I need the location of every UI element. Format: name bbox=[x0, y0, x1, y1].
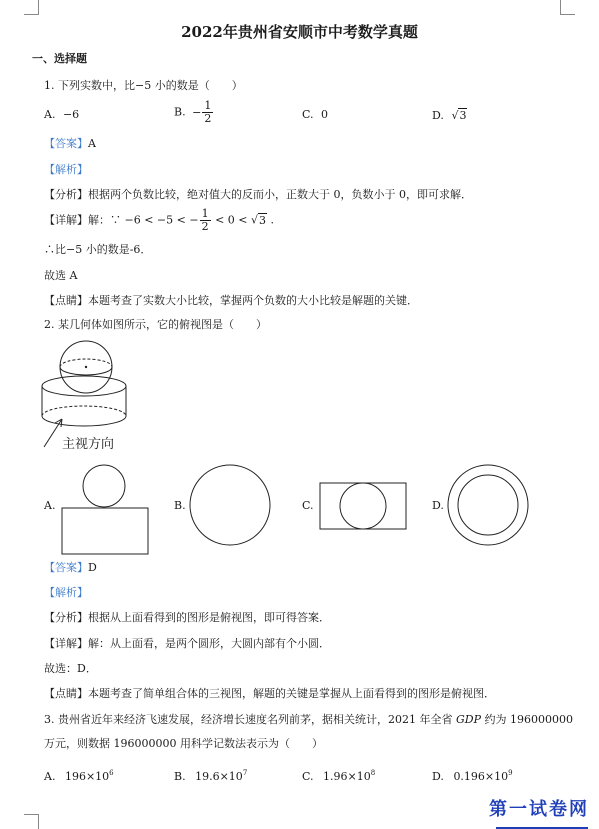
option-label: D. bbox=[432, 109, 444, 122]
sqrt-radicand: 3 bbox=[459, 109, 467, 122]
answer-tag: 【答案】 bbox=[44, 561, 88, 574]
option-d-outer-circle bbox=[448, 465, 528, 545]
option-c-rect bbox=[320, 483, 406, 529]
dianjing-text: 本题考查了简单组合体的三视图，解题的关键是掌握从上面看得到的图形是俯视图． bbox=[88, 687, 495, 700]
option-label: C. bbox=[302, 770, 314, 783]
q2-option-d[interactable]: D. bbox=[432, 499, 444, 512]
q3-stem-line2: 万元，则数据 196000000 用科学记数法表示为（ ） bbox=[44, 737, 323, 750]
q2-option-b[interactable]: B. bbox=[174, 499, 186, 512]
watermark-logo: 第一试卷网 bbox=[489, 799, 589, 820]
q2-fenxi bbox=[44, 611, 330, 625]
q2-analysis-tag: 【解析】 bbox=[44, 586, 88, 599]
sqrt-radicand: 3 bbox=[259, 213, 267, 227]
answer-value: D bbox=[88, 561, 97, 574]
section-heading: 一、选择题 bbox=[32, 52, 87, 65]
q2-choose: 故选：D． bbox=[44, 662, 97, 675]
cylinder-bottom-back bbox=[42, 406, 126, 416]
dianjing-tag: 【点睛】 bbox=[44, 687, 88, 700]
cylinder-bottom-front bbox=[42, 416, 126, 426]
gdp-term: GDP bbox=[455, 713, 481, 726]
option-exponent: 7 bbox=[242, 769, 248, 777]
xiangjie-text: 解：从上面看，是两个圆形，大圆内部有个小圆． bbox=[88, 637, 330, 650]
q1-analysis-tag: 【解析】 bbox=[44, 163, 88, 176]
answer-value: A bbox=[88, 137, 96, 150]
sphere-equator-back bbox=[60, 359, 112, 367]
view-direction-label: 主视方向 bbox=[62, 437, 115, 452]
xiangjie-text: 解：∵ −6 < −5 < − bbox=[88, 213, 199, 227]
option-d-inner-circle bbox=[458, 475, 518, 535]
dianjing-tag: 【点睛】 bbox=[44, 294, 88, 307]
q2-xiangjie bbox=[44, 637, 330, 651]
option-label: A. bbox=[44, 108, 56, 121]
q1-stem: 1. 下列实数中，比−5 小的数是（ ） bbox=[44, 79, 243, 92]
option-minus: − bbox=[192, 105, 202, 119]
xiangjie-tag: 【详解】 bbox=[44, 637, 88, 650]
option-base: 196×10 bbox=[64, 770, 110, 783]
option-label: B. bbox=[174, 770, 186, 783]
q2-stem: 2. 某几何体如图所示，它的俯视图是（ ） bbox=[44, 318, 267, 331]
option-a-circle bbox=[83, 465, 125, 507]
option-exponent: 8 bbox=[370, 769, 376, 777]
sqrt-sign: √ bbox=[451, 109, 459, 122]
q3-option-b[interactable] bbox=[174, 766, 247, 784]
option-a-rect bbox=[62, 508, 148, 554]
sphere-center-dot bbox=[85, 366, 87, 368]
numerator: 1 bbox=[204, 99, 212, 112]
fenxi-tag: 【分析】 bbox=[44, 188, 88, 201]
q1-therefore: ∴比−5 小的数是-6． bbox=[44, 243, 152, 256]
q2-option-c[interactable]: C. bbox=[302, 499, 314, 512]
option-exponent: 6 bbox=[109, 769, 114, 777]
numerator: 1 bbox=[201, 207, 209, 220]
option-label: B. bbox=[174, 105, 186, 119]
option-label: A. bbox=[44, 770, 56, 783]
xiangjie-end: . bbox=[267, 213, 275, 227]
q2-answer bbox=[44, 561, 97, 575]
q1-choose: 故选 A bbox=[44, 269, 78, 282]
option-label: D. bbox=[432, 770, 444, 783]
fenxi-text: 根据从上面看得到的图形是俯视图，即可得答案． bbox=[88, 611, 330, 624]
option-b-circle bbox=[190, 465, 270, 545]
xiangjie-mid: < 0 < bbox=[211, 213, 251, 227]
q2-dianjing bbox=[44, 687, 495, 701]
option-exponent: 9 bbox=[508, 769, 513, 777]
dianjing-text: 本题考查了实数大小比较，掌握两个负数的大小比较是解题的关键． bbox=[88, 294, 418, 307]
q3-option-a[interactable] bbox=[44, 766, 114, 784]
page-title: 2022年贵州省安顺市中考数学真题 bbox=[181, 23, 418, 41]
option-base: 0.196×10 bbox=[453, 770, 509, 783]
q3-option-d[interactable] bbox=[432, 766, 513, 784]
answer-tag: 【答案】 bbox=[44, 137, 88, 150]
option-label: C. bbox=[302, 108, 314, 121]
option-c-circle bbox=[340, 483, 386, 529]
fenxi-text: 根据两个负数比较，绝对值大的反而小，正数大于 0，负数小于 0，即可求解． bbox=[88, 188, 472, 201]
q3-option-c[interactable] bbox=[302, 766, 375, 784]
sqrt-sign: √ bbox=[251, 213, 259, 227]
denominator: 2 bbox=[204, 112, 212, 125]
q2-option-a[interactable]: A. bbox=[44, 499, 56, 512]
fenxi-tag: 【分析】 bbox=[44, 611, 88, 624]
sphere-equator-front bbox=[60, 367, 112, 375]
option-value: −6 bbox=[62, 108, 80, 121]
q3-stem-line1 bbox=[44, 713, 573, 727]
stem-part: 3. 贵州省近年来经济飞速发展，经济增长速度名列前茅，据相关统计，2021 年全省 bbox=[44, 713, 456, 726]
xiangjie-tag: 【详解】 bbox=[44, 213, 88, 227]
option-value: 0 bbox=[321, 108, 329, 121]
stem-part: 约为 196000000 bbox=[481, 713, 573, 726]
option-base: 19.6×10 bbox=[195, 770, 243, 783]
option-base: 1.96×10 bbox=[323, 770, 371, 783]
denominator: 2 bbox=[201, 220, 209, 233]
